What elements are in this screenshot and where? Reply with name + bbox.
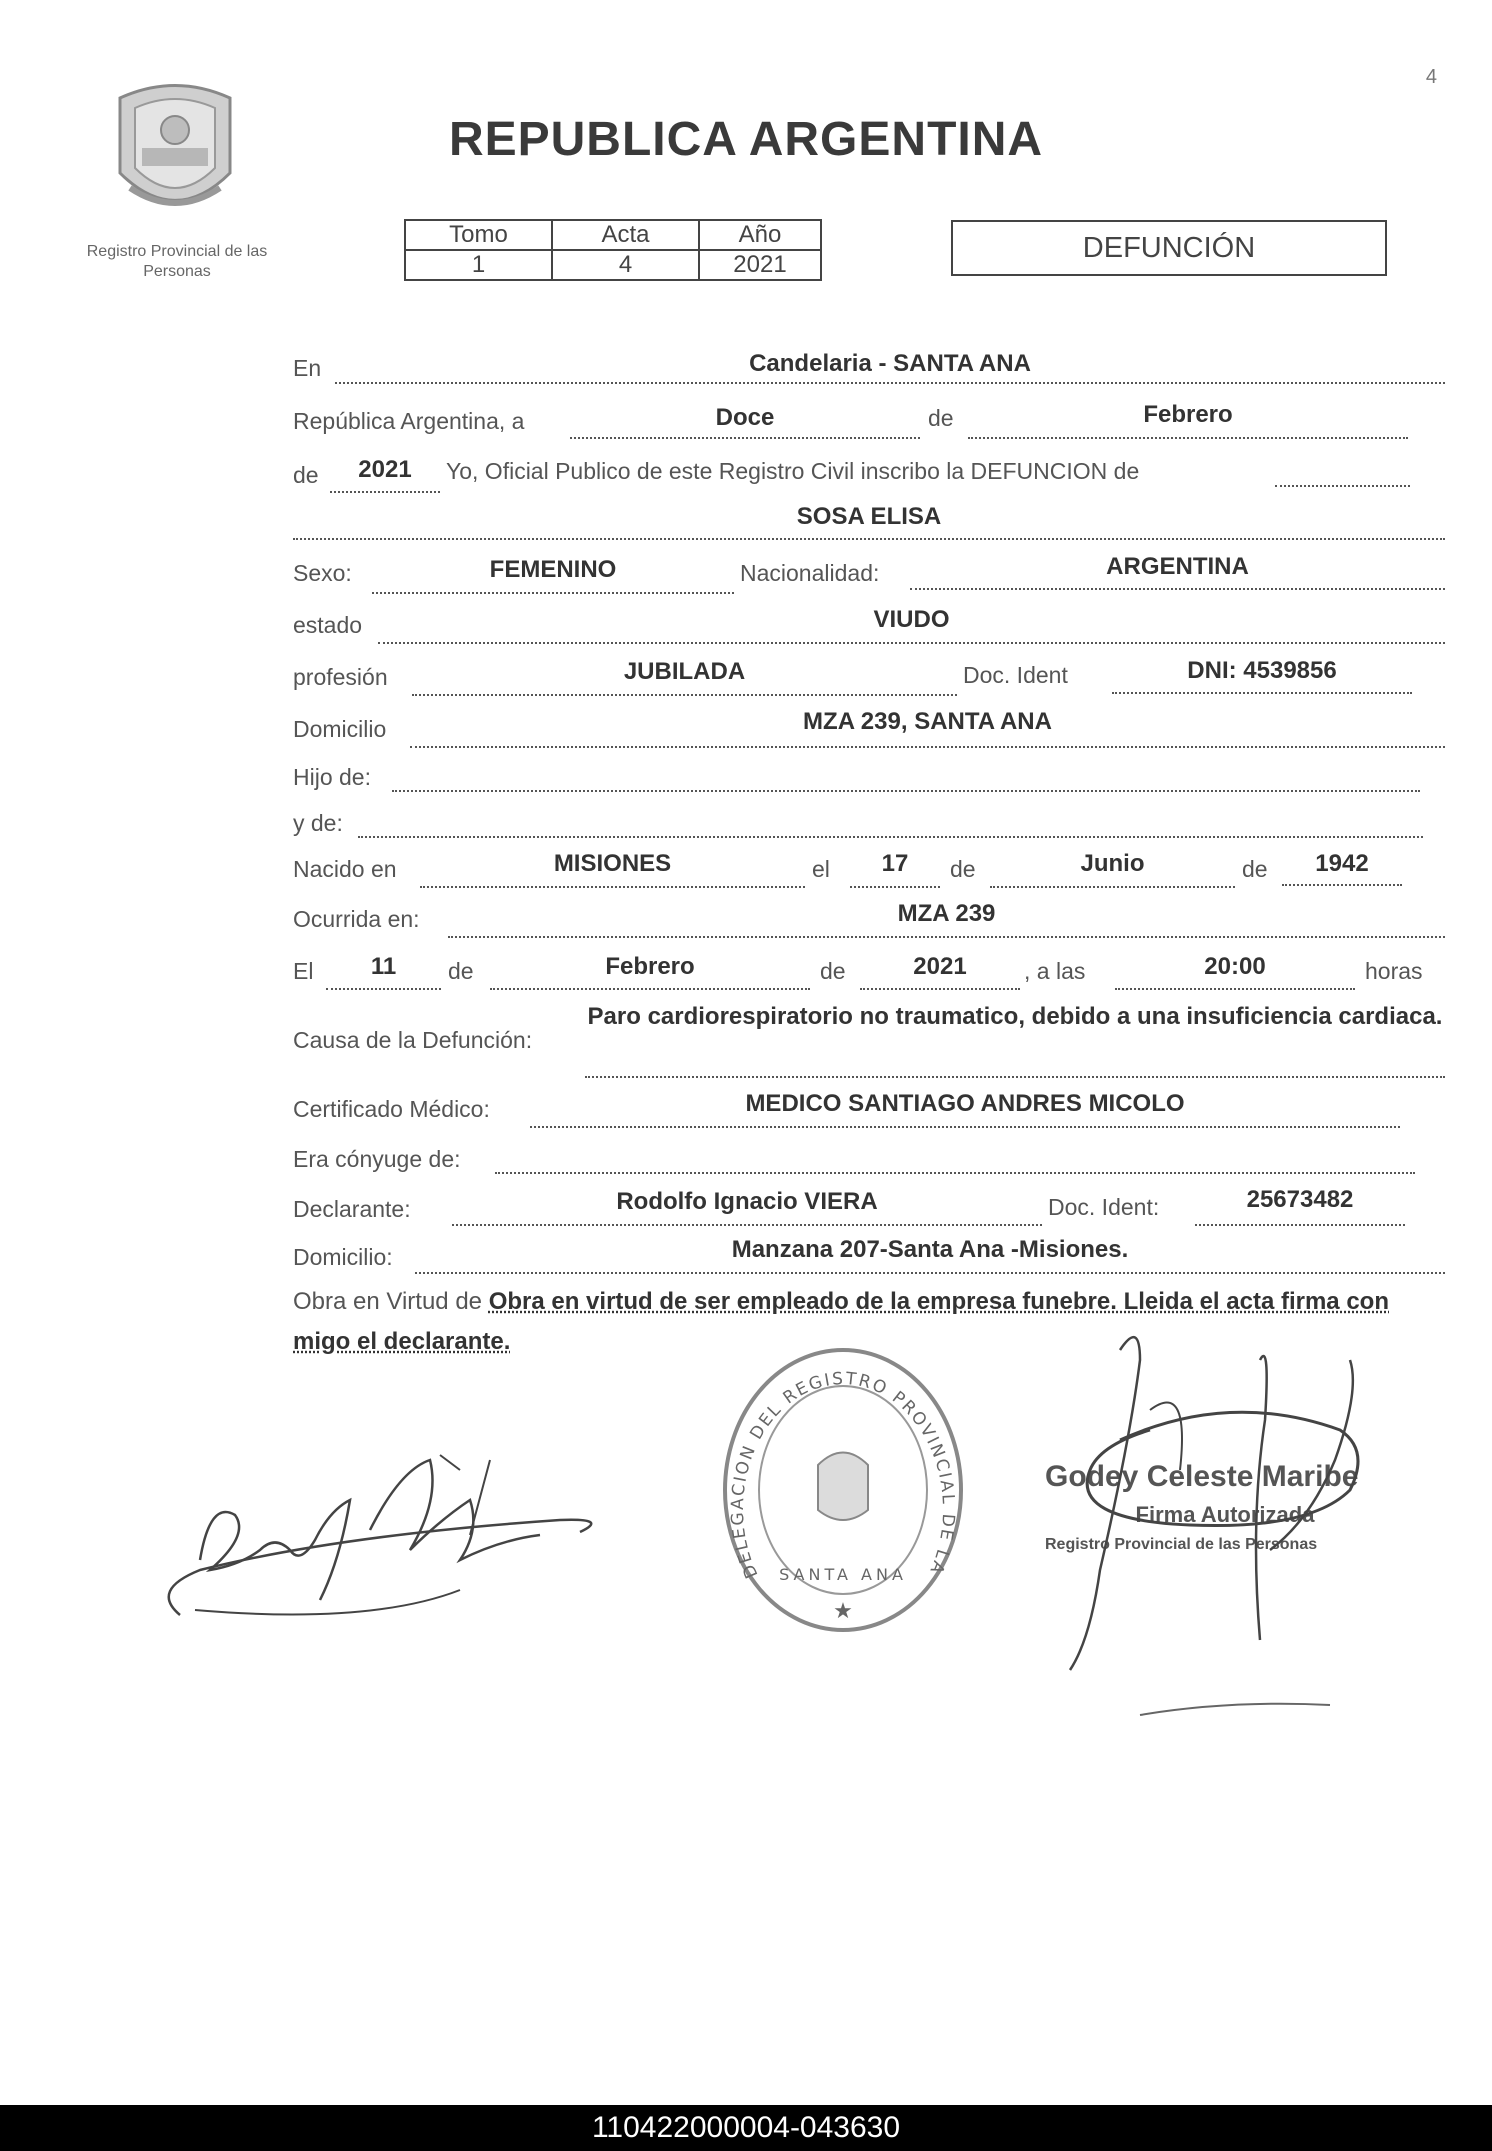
record-type-box: DEFUNCIÓN bbox=[951, 220, 1387, 276]
value-certificado: MEDICO SANTIAGO ANDRES MICOLO bbox=[745, 1090, 1185, 1117]
value-fallecio-dia: 11 bbox=[370, 953, 397, 980]
issuer-caption: Registro Provincial de las Personas bbox=[86, 243, 268, 280]
label-estado: estado bbox=[293, 612, 363, 638]
line-yo-tail bbox=[1275, 485, 1410, 487]
document-title: REPUBLICA ARGENTINA bbox=[448, 113, 1044, 166]
value-fallecio-mes: Febrero bbox=[605, 953, 695, 980]
header-tomo: Tomo bbox=[405, 220, 552, 250]
value-declarante-domicilio: Manzana 207-Santa Ana -Misiones. bbox=[731, 1236, 1129, 1263]
official-seal-icon bbox=[710, 1325, 968, 1640]
line-certificado bbox=[530, 1126, 1400, 1128]
line-fallecio-anio bbox=[860, 988, 1020, 990]
line-nacido-dia bbox=[850, 886, 940, 888]
label-conyuge: Era cónyuge de: bbox=[293, 1146, 461, 1172]
label-certificado: Certificado Médico: bbox=[293, 1096, 490, 1122]
line-dia bbox=[570, 437, 920, 439]
line-hora bbox=[1115, 988, 1355, 990]
label-declarante: Declarante: bbox=[293, 1196, 411, 1222]
line-hijo-de bbox=[392, 790, 1420, 792]
value-fallecio-anio: 2021 bbox=[913, 953, 967, 980]
page-number: 4 bbox=[1425, 66, 1437, 88]
svg-text:★: ★ bbox=[833, 1599, 853, 1624]
line-profesion bbox=[412, 694, 957, 696]
value-lugar: Candelaria - SANTA ANA bbox=[749, 350, 1031, 377]
label-profesion: profesión bbox=[293, 664, 388, 690]
line-estado bbox=[378, 642, 1445, 644]
value-profesion: JUBILADA bbox=[623, 658, 746, 685]
label-domicilio: Domicilio bbox=[293, 716, 387, 742]
label-el-cap: El bbox=[293, 958, 314, 984]
line-causa bbox=[585, 1076, 1445, 1078]
label-de-3: de bbox=[950, 856, 976, 882]
value-anio: 2021 bbox=[699, 250, 821, 280]
label-horas: horas bbox=[1365, 958, 1423, 984]
header-acta: Acta bbox=[552, 220, 699, 250]
line-declarante-domicilio bbox=[415, 1272, 1445, 1274]
label-de-2: de bbox=[293, 462, 319, 488]
value-dia-texto: Doce bbox=[715, 404, 775, 431]
value-estado: VIUDO bbox=[873, 606, 950, 633]
line-sexo bbox=[372, 592, 734, 594]
value-domicilio: MZA 239, SANTA ANA bbox=[803, 708, 1052, 735]
line-domicilio bbox=[410, 746, 1445, 748]
line-nombre bbox=[293, 538, 1445, 540]
value-anio: 2021 bbox=[358, 456, 412, 483]
line-ocurrida-en bbox=[448, 936, 1445, 938]
stamp-office: Registro Provincial de las Personas bbox=[1045, 1536, 1318, 1553]
value-hora: 20:00 bbox=[1204, 953, 1266, 980]
value-mes: Febrero bbox=[1143, 401, 1233, 428]
stamp-role: Firma Autorizada bbox=[1135, 1502, 1315, 1527]
label-causa: Causa de la Defunción: bbox=[293, 1027, 533, 1053]
value-nacido-mes: Junio bbox=[1080, 850, 1145, 877]
stamp-name: Godey Celeste Maribe bbox=[1045, 1460, 1359, 1493]
line-y-de bbox=[358, 836, 1423, 838]
value-ocurrida-en: MZA 239 bbox=[897, 900, 996, 927]
value-nacionalidad: ARGENTINA bbox=[1106, 553, 1249, 580]
label-de-4: de bbox=[1242, 856, 1268, 882]
line-nacido-en bbox=[420, 886, 805, 888]
value-tomo: 1 bbox=[405, 250, 552, 280]
label-nacido-en: Nacido en bbox=[293, 856, 397, 882]
label-de-6: de bbox=[820, 958, 846, 984]
value-acta: 4 bbox=[552, 250, 699, 280]
line-fallecio-mes bbox=[490, 988, 810, 990]
label-yo: Yo, Oficial Publico de este Registro Civil inscribo la DEFUNCION de bbox=[446, 458, 1140, 484]
line-declarante bbox=[452, 1224, 1042, 1226]
line-mes bbox=[968, 437, 1408, 439]
line-declarante-doc bbox=[1195, 1224, 1405, 1226]
value-sexo: FEMENINO bbox=[489, 556, 617, 583]
value-declarante-doc: 25673482 bbox=[1246, 1186, 1354, 1213]
line-conyuge bbox=[495, 1172, 1415, 1174]
value-nacido-dia: 17 bbox=[881, 850, 909, 877]
document-code-bar: 110422000004-043630 bbox=[0, 2105, 1492, 2151]
seal-place: SANTA ANA bbox=[779, 1565, 907, 1584]
seal-text: DELEGACION DEL REGISTRO PROVINCIAL DE LAS PERSONAS bbox=[710, 1325, 959, 1582]
value-obra: Obra en virtud de ser empleado de la empresa funebre. Lleida el acta firma con migo el declarante. bbox=[293, 1288, 1389, 1355]
label-y-de: y de: bbox=[293, 810, 343, 836]
label-a-las: , a las bbox=[1024, 958, 1086, 984]
label-sexo: Sexo: bbox=[293, 560, 352, 586]
label-doc-ident: Doc. Ident bbox=[963, 662, 1068, 688]
label-nacionalidad: Nacionalidad: bbox=[740, 560, 880, 586]
label-obra: Obra en Virtud de bbox=[293, 1288, 483, 1315]
value-doc-ident: DNI: 4539856 bbox=[1187, 657, 1337, 684]
label-ocurrida-en: Ocurrida en: bbox=[293, 906, 420, 932]
label-hijo-de: Hijo de: bbox=[293, 764, 371, 790]
value-declarante: Rodolfo Ignacio VIERA bbox=[616, 1188, 878, 1215]
value-nacido-en: MISIONES bbox=[553, 850, 672, 877]
officer-signature-icon bbox=[1030, 1320, 1430, 1740]
declarant-signature-icon bbox=[140, 1440, 640, 1650]
value-causa: Paro cardiorespiratorio no traumatico, debido a una insuficiencia cardiaca. bbox=[587, 1003, 1443, 1030]
line-fallecio-dia bbox=[326, 988, 441, 990]
label-de-1: de bbox=[928, 405, 954, 431]
line-lugar bbox=[335, 382, 1445, 384]
record-reference-table bbox=[404, 219, 822, 281]
header-anio: Año bbox=[699, 220, 821, 250]
label-republica: República Argentina, a bbox=[293, 408, 525, 434]
label-domicilio-2: Domicilio: bbox=[293, 1244, 393, 1270]
label-de-5: de bbox=[448, 958, 474, 984]
line-nacido-anio bbox=[1282, 884, 1402, 886]
line-nacido-mes bbox=[990, 886, 1235, 888]
value-nacido-anio: 1942 bbox=[1315, 850, 1369, 877]
line-doc-ident bbox=[1112, 692, 1412, 694]
label-el: el bbox=[812, 856, 830, 882]
line-nacionalidad bbox=[910, 588, 1445, 590]
label-en: En bbox=[293, 355, 322, 381]
value-nombre: SOSA ELISA bbox=[796, 503, 942, 530]
line-anio bbox=[330, 491, 440, 493]
label-doc-ident-2: Doc. Ident: bbox=[1048, 1194, 1160, 1220]
